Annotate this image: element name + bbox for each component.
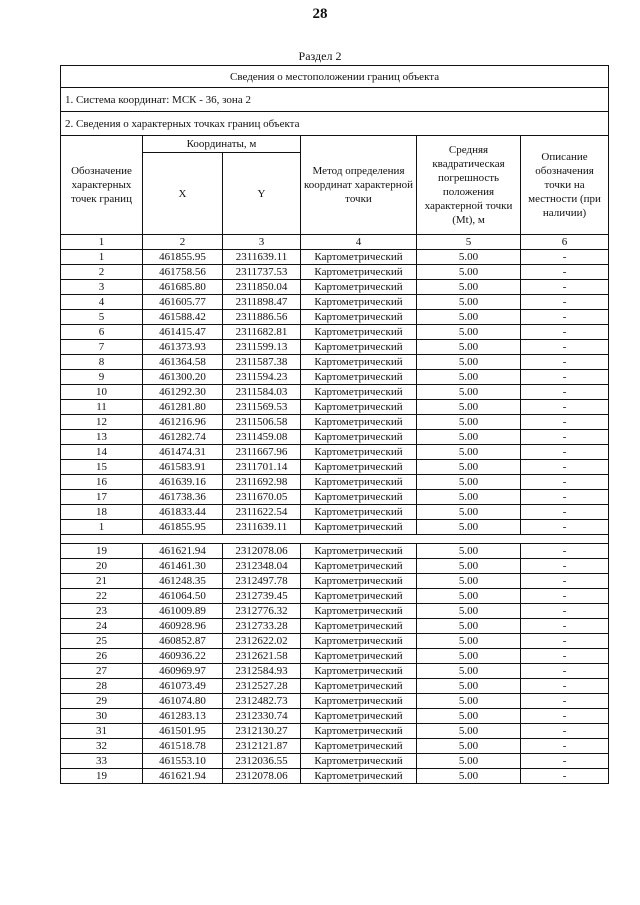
method-cell: Картометрический [301, 265, 417, 280]
description-cell: - [521, 475, 609, 490]
y-cell: 2312482.73 [223, 694, 301, 709]
y-cell: 2312121.87 [223, 739, 301, 754]
description-cell: - [521, 724, 609, 739]
table-row [61, 694, 609, 709]
table-row [61, 430, 609, 445]
point-number-cell: 22 [61, 589, 143, 604]
method-cell: Картометрический [301, 490, 417, 505]
point-number-cell: 12 [61, 415, 143, 430]
error-cell: 5.00 [417, 355, 521, 370]
y-cell: 2312527.28 [223, 679, 301, 694]
x-cell: 461283.13 [143, 709, 223, 724]
error-cell: 5.00 [417, 325, 521, 340]
description-cell: - [521, 694, 609, 709]
table-row [61, 250, 609, 265]
method-cell: Картометрический [301, 544, 417, 559]
description-cell: - [521, 709, 609, 724]
table-row [61, 769, 609, 784]
point-number-cell: 5 [61, 310, 143, 325]
point-number-cell: 10 [61, 385, 143, 400]
method-cell: Картометрический [301, 295, 417, 310]
y-cell: 2311599.13 [223, 340, 301, 355]
error-cell: 5.00 [417, 370, 521, 385]
header-y: Y [223, 153, 301, 235]
point-number-cell: 19 [61, 769, 143, 784]
y-cell: 2311587.38 [223, 355, 301, 370]
x-cell: 461300.20 [143, 370, 223, 385]
description-cell: - [521, 604, 609, 619]
header-x: X [143, 153, 223, 235]
x-cell: 461605.77 [143, 295, 223, 310]
method-cell: Картометрический [301, 505, 417, 520]
y-cell: 2312497.78 [223, 574, 301, 589]
contour-separator-row [61, 535, 609, 544]
description-cell: - [521, 250, 609, 265]
method-cell: Картометрический [301, 520, 417, 535]
error-cell: 5.00 [417, 619, 521, 634]
method-cell: Картометрический [301, 559, 417, 574]
method-cell: Картометрический [301, 574, 417, 589]
y-cell: 2312584.93 [223, 664, 301, 679]
x-cell: 460936.22 [143, 649, 223, 664]
method-cell: Картометрический [301, 250, 417, 265]
point-number-cell: 33 [61, 754, 143, 769]
x-cell: 460852.87 [143, 634, 223, 649]
x-cell: 461621.94 [143, 544, 223, 559]
table-row [61, 310, 609, 325]
table-row [61, 295, 609, 310]
x-cell: 461583.91 [143, 460, 223, 475]
table-row [61, 400, 609, 415]
error-cell: 5.00 [417, 694, 521, 709]
method-cell: Картометрический [301, 664, 417, 679]
description-cell: - [521, 280, 609, 295]
table-row [61, 385, 609, 400]
method-cell: Картометрический [301, 400, 417, 415]
point-number-cell: 15 [61, 460, 143, 475]
table-row [61, 754, 609, 769]
x-cell: 461553.10 [143, 754, 223, 769]
y-cell: 2311670.05 [223, 490, 301, 505]
error-cell: 5.00 [417, 520, 521, 535]
point-number-cell: 2 [61, 265, 143, 280]
x-cell: 461064.50 [143, 589, 223, 604]
y-cell: 2312078.06 [223, 769, 301, 784]
column-numbers-row [61, 235, 609, 250]
table-row [61, 679, 609, 694]
error-cell: 5.00 [417, 589, 521, 604]
header-designation: Обозначение характерных точек границ [61, 136, 143, 235]
method-cell: Картометрический [301, 475, 417, 490]
description-cell: - [521, 430, 609, 445]
table-row [61, 340, 609, 355]
x-cell: 461292.30 [143, 385, 223, 400]
point-number-cell: 17 [61, 490, 143, 505]
method-cell: Картометрический [301, 445, 417, 460]
y-cell: 2312348.04 [223, 559, 301, 574]
description-cell: - [521, 370, 609, 385]
description-cell: - [521, 544, 609, 559]
error-cell: 5.00 [417, 664, 521, 679]
method-cell: Картометрический [301, 679, 417, 694]
table-row [61, 709, 609, 724]
x-cell: 461373.93 [143, 340, 223, 355]
column-number: 6 [521, 235, 609, 250]
error-cell: 5.00 [417, 280, 521, 295]
method-cell: Картометрический [301, 634, 417, 649]
method-cell: Картометрический [301, 769, 417, 784]
header-description: Описание обозначения точки на местности (при наличии) [521, 136, 609, 235]
description-cell: - [521, 589, 609, 604]
point-number-cell: 11 [61, 400, 143, 415]
method-cell: Картометрический [301, 325, 417, 340]
y-cell: 2312621.58 [223, 649, 301, 664]
method-cell: Картометрический [301, 430, 417, 445]
x-cell: 461833.44 [143, 505, 223, 520]
y-cell: 2311850.04 [223, 280, 301, 295]
error-cell: 5.00 [417, 724, 521, 739]
point-number-cell: 1 [61, 250, 143, 265]
x-cell: 461758.56 [143, 265, 223, 280]
x-cell: 460969.97 [143, 664, 223, 679]
description-cell: - [521, 400, 609, 415]
point-number-cell: 3 [61, 280, 143, 295]
x-cell: 461248.35 [143, 574, 223, 589]
table-row [61, 664, 609, 679]
point-number-cell: 24 [61, 619, 143, 634]
point-number-cell: 20 [61, 559, 143, 574]
table-row [61, 325, 609, 340]
point-number-cell: 9 [61, 370, 143, 385]
point-number-cell: 18 [61, 505, 143, 520]
error-cell: 5.00 [417, 544, 521, 559]
boundary-points-table [60, 65, 609, 784]
method-cell: Картометрический [301, 460, 417, 475]
y-cell: 2311622.54 [223, 505, 301, 520]
table-row [61, 280, 609, 295]
description-cell: - [521, 664, 609, 679]
x-cell: 461364.58 [143, 355, 223, 370]
y-cell: 2311594.23 [223, 370, 301, 385]
method-cell: Картометрический [301, 370, 417, 385]
description-cell: - [521, 310, 609, 325]
point-number-cell: 25 [61, 634, 143, 649]
error-cell: 5.00 [417, 739, 521, 754]
error-cell: 5.00 [417, 415, 521, 430]
header-coordinates: Координаты, м [143, 136, 301, 153]
description-cell: - [521, 340, 609, 355]
error-cell: 5.00 [417, 385, 521, 400]
point-number-cell: 19 [61, 544, 143, 559]
points-heading-row: 2. Сведения о характерных точках границ объекта [61, 112, 609, 136]
y-cell: 2311886.56 [223, 310, 301, 325]
point-number-cell: 16 [61, 475, 143, 490]
error-cell: 5.00 [417, 340, 521, 355]
table-row [61, 574, 609, 589]
error-cell: 5.00 [417, 709, 521, 724]
y-cell: 2312036.55 [223, 754, 301, 769]
column-number: 3 [223, 235, 301, 250]
table-row [61, 619, 609, 634]
y-cell: 2312330.74 [223, 709, 301, 724]
table-row [61, 355, 609, 370]
y-cell: 2311692.98 [223, 475, 301, 490]
table-row [61, 520, 609, 535]
error-cell: 5.00 [417, 559, 521, 574]
description-cell: - [521, 769, 609, 784]
point-number-cell: 27 [61, 664, 143, 679]
x-cell: 461738.36 [143, 490, 223, 505]
method-cell: Картометрический [301, 385, 417, 400]
description-cell: - [521, 460, 609, 475]
x-cell: 461073.49 [143, 679, 223, 694]
error-cell: 5.00 [417, 634, 521, 649]
description-cell: - [521, 445, 609, 460]
table-row [61, 649, 609, 664]
header-error: Средняя квадратическая погрешность положения характерной точки (Mt), м [417, 136, 521, 235]
y-cell: 2311701.14 [223, 460, 301, 475]
method-cell: Картометрический [301, 340, 417, 355]
y-cell: 2312622.02 [223, 634, 301, 649]
description-cell: - [521, 265, 609, 280]
table-row [61, 505, 609, 520]
x-cell: 461461.30 [143, 559, 223, 574]
description-cell: - [521, 754, 609, 769]
description-cell: - [521, 649, 609, 664]
table-row [61, 589, 609, 604]
description-cell: - [521, 634, 609, 649]
y-cell: 2311898.47 [223, 295, 301, 310]
table-row [61, 475, 609, 490]
y-cell: 2312733.28 [223, 619, 301, 634]
y-cell: 2312130.27 [223, 724, 301, 739]
description-cell: - [521, 574, 609, 589]
point-number-cell: 21 [61, 574, 143, 589]
point-number-cell: 28 [61, 679, 143, 694]
x-cell: 461415.47 [143, 325, 223, 340]
description-cell: - [521, 490, 609, 505]
y-cell: 2311682.81 [223, 325, 301, 340]
column-number: 2 [143, 235, 223, 250]
point-number-cell: 30 [61, 709, 143, 724]
description-cell: - [521, 739, 609, 754]
method-cell: Картометрический [301, 709, 417, 724]
x-cell: 461009.89 [143, 604, 223, 619]
error-cell: 5.00 [417, 505, 521, 520]
coord-system-row: 1. Система координат: МСК - 36, зона 2 [61, 88, 609, 112]
table-row [61, 634, 609, 649]
point-number-cell: 4 [61, 295, 143, 310]
y-cell: 2311506.58 [223, 415, 301, 430]
table-row [61, 415, 609, 430]
error-cell: 5.00 [417, 574, 521, 589]
y-cell: 2311584.03 [223, 385, 301, 400]
y-cell: 2311569.53 [223, 400, 301, 415]
error-cell: 5.00 [417, 430, 521, 445]
error-cell: 5.00 [417, 400, 521, 415]
table-row [61, 544, 609, 559]
point-number-cell: 13 [61, 430, 143, 445]
x-cell: 461855.95 [143, 250, 223, 265]
x-cell: 461281.80 [143, 400, 223, 415]
x-cell: 461639.16 [143, 475, 223, 490]
error-cell: 5.00 [417, 310, 521, 325]
point-number-cell: 1 [61, 520, 143, 535]
x-cell: 461588.42 [143, 310, 223, 325]
method-cell: Картометрический [301, 694, 417, 709]
description-cell: - [521, 385, 609, 400]
method-cell: Картометрический [301, 415, 417, 430]
method-cell: Картометрический [301, 754, 417, 769]
table-row [61, 445, 609, 460]
y-cell: 2311459.08 [223, 430, 301, 445]
column-number: 5 [417, 235, 521, 250]
error-cell: 5.00 [417, 460, 521, 475]
header-method: Метод определения координат характерной точки [301, 136, 417, 235]
description-cell: - [521, 559, 609, 574]
y-cell: 2311667.96 [223, 445, 301, 460]
point-number-cell: 6 [61, 325, 143, 340]
description-cell: - [521, 505, 609, 520]
method-cell: Картометрический [301, 604, 417, 619]
method-cell: Картометрический [301, 280, 417, 295]
x-cell: 460928.96 [143, 619, 223, 634]
point-number-cell: 29 [61, 694, 143, 709]
point-number-cell: 26 [61, 649, 143, 664]
table-row [61, 559, 609, 574]
x-cell: 461685.80 [143, 280, 223, 295]
description-cell: - [521, 295, 609, 310]
description-cell: - [521, 679, 609, 694]
table-row [61, 604, 609, 619]
table-row [61, 739, 609, 754]
x-cell: 461518.78 [143, 739, 223, 754]
column-number: 1 [61, 235, 143, 250]
contour-separator-cell [61, 535, 609, 544]
description-cell: - [521, 415, 609, 430]
method-cell: Картометрический [301, 739, 417, 754]
x-cell: 461474.31 [143, 445, 223, 460]
error-cell: 5.00 [417, 679, 521, 694]
y-cell: 2311639.11 [223, 520, 301, 535]
point-number-cell: 32 [61, 739, 143, 754]
table-row [61, 460, 609, 475]
point-number-cell: 23 [61, 604, 143, 619]
x-cell: 461855.95 [143, 520, 223, 535]
error-cell: 5.00 [417, 250, 521, 265]
method-cell: Картометрический [301, 619, 417, 634]
error-cell: 5.00 [417, 604, 521, 619]
y-cell: 2312078.06 [223, 544, 301, 559]
method-cell: Картометрический [301, 724, 417, 739]
table-row [61, 490, 609, 505]
error-cell: 5.00 [417, 490, 521, 505]
x-cell: 461216.96 [143, 415, 223, 430]
method-cell: Картометрический [301, 310, 417, 325]
table-row [61, 370, 609, 385]
error-cell: 5.00 [417, 649, 521, 664]
y-cell: 2311737.53 [223, 265, 301, 280]
error-cell: 5.00 [417, 475, 521, 490]
y-cell: 2312739.45 [223, 589, 301, 604]
error-cell: 5.00 [417, 445, 521, 460]
error-cell: 5.00 [417, 295, 521, 310]
error-cell: 5.00 [417, 754, 521, 769]
description-cell: - [521, 619, 609, 634]
description-cell: - [521, 325, 609, 340]
y-cell: 2312776.32 [223, 604, 301, 619]
x-cell: 461501.95 [143, 724, 223, 739]
table-row [61, 724, 609, 739]
x-cell: 461282.74 [143, 430, 223, 445]
description-cell: - [521, 355, 609, 370]
point-number-cell: 31 [61, 724, 143, 739]
error-cell: 5.00 [417, 265, 521, 280]
method-cell: Картометрический [301, 355, 417, 370]
column-number: 4 [301, 235, 417, 250]
method-cell: Картометрический [301, 589, 417, 604]
point-number-cell: 7 [61, 340, 143, 355]
x-cell: 461621.94 [143, 769, 223, 784]
table-caption: Сведения о местоположении границ объекта [61, 66, 609, 88]
table-row [61, 265, 609, 280]
point-number-cell: 8 [61, 355, 143, 370]
y-cell: 2311639.11 [223, 250, 301, 265]
point-number-cell: 14 [61, 445, 143, 460]
x-cell: 461074.80 [143, 694, 223, 709]
page-number: 28 [312, 6, 328, 22]
section-title: Раздел 2 [298, 49, 342, 63]
error-cell: 5.00 [417, 769, 521, 784]
method-cell: Картометрический [301, 649, 417, 664]
description-cell: - [521, 520, 609, 535]
